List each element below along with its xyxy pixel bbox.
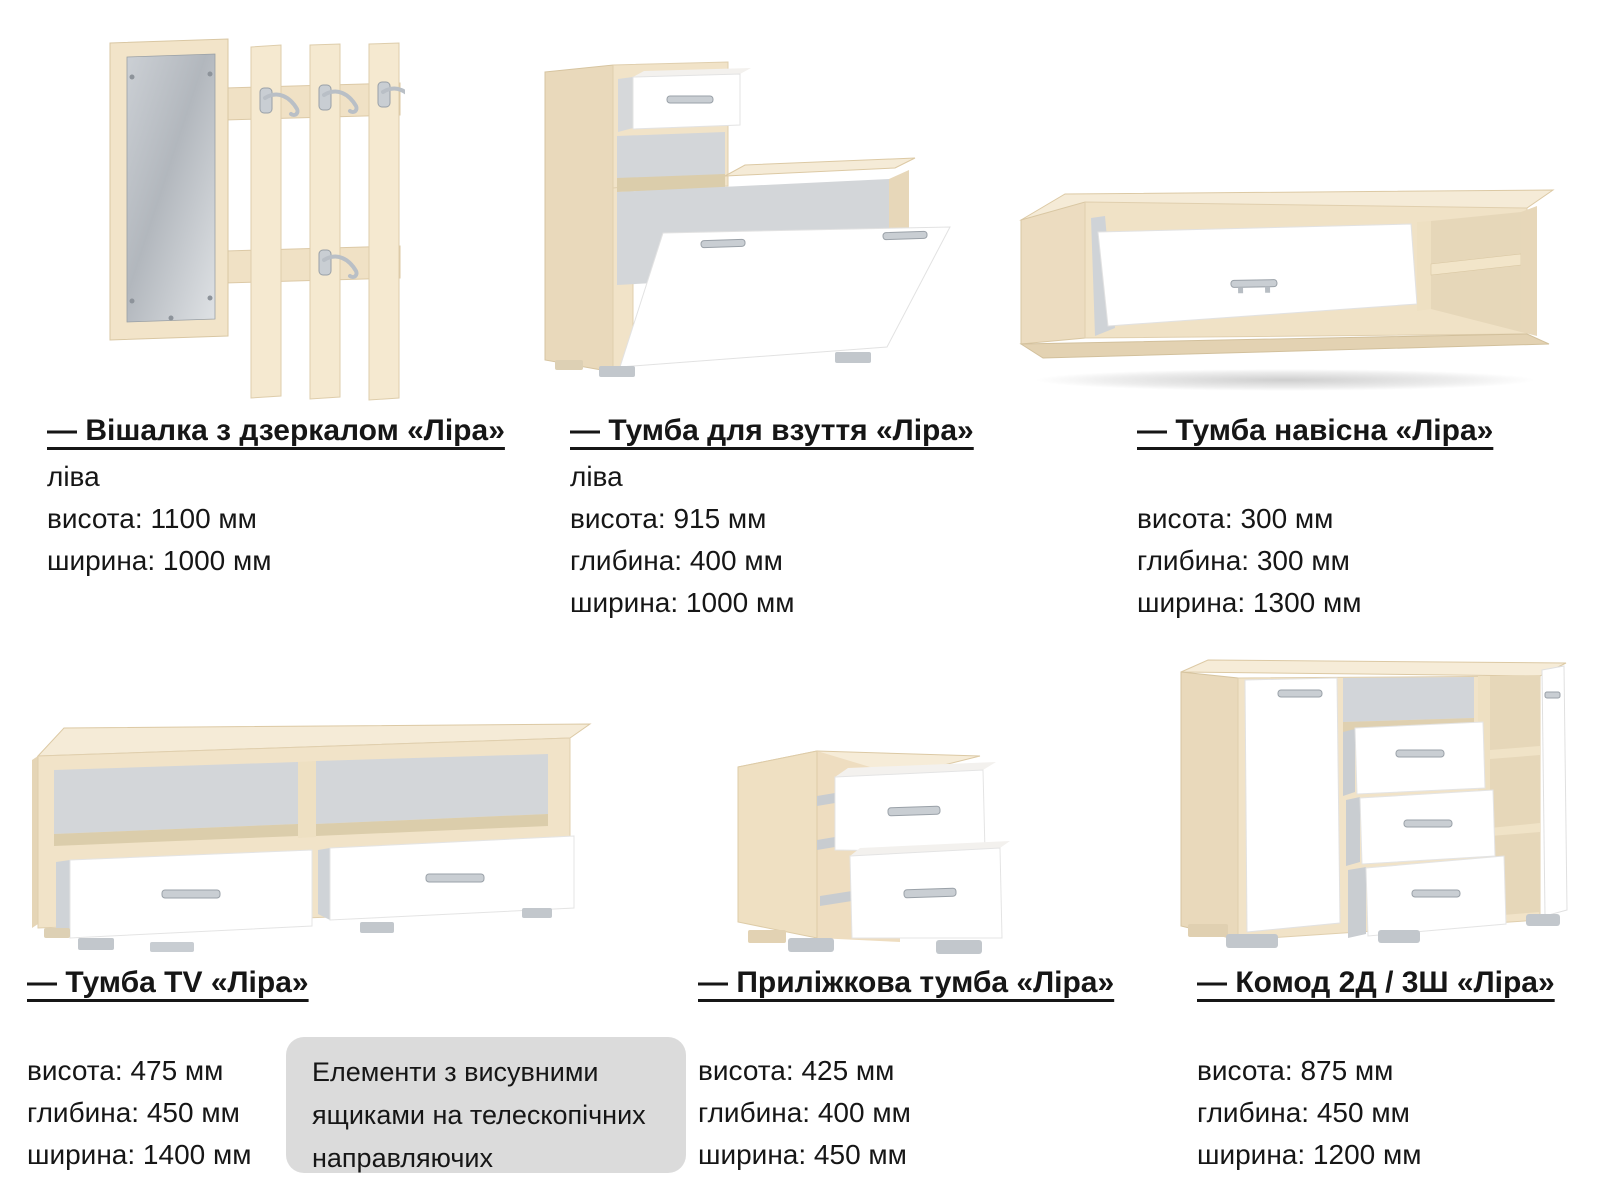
spec-depth [1197,1092,1587,1134]
spec-value: 875 мм [1300,1055,1394,1086]
spec-value: 300 мм [1256,545,1350,576]
drawer-note: Елементи з висувними ящиками на телескопічних направляючих [286,1037,686,1173]
spec-value: 1100 мм [150,503,257,534]
product-title-link[interactable]: — Вішалка з дзеркалом «Ліра» [47,414,505,447]
drawer-handle [1396,750,1444,757]
tv-stand-illustration [30,710,595,952]
spec-value: 425 мм [801,1055,895,1086]
product-image-bedside-table [712,700,1012,956]
open-compartment [617,132,725,182]
spec-label: ширина: [1197,1139,1306,1170]
left-door [1245,678,1340,932]
wall-mounted-cabinet-illustration [1013,186,1558,394]
bedside-table-illustration [712,700,1012,956]
product-image-shoe-cabinet [543,58,958,380]
cabinet-side [545,65,613,372]
cabinet-side [1181,672,1238,940]
spec-label: глибина: [27,1097,140,1128]
product-title-link[interactable]: — Тумба TV «Ліра» [27,966,309,999]
spec-label: ширина: [1137,587,1246,618]
spec-label: ширина: [27,1139,136,1170]
product-image-wall-cabinet [1013,186,1558,394]
open-compartment [54,762,298,834]
spec-label: глибина: [1197,1097,1310,1128]
product-info-bedside-table [698,964,1168,1176]
product-variant: ліва [570,461,623,492]
product-image-tv-stand [30,710,595,952]
spec-width [1197,1134,1587,1176]
spec-value: 1400 мм [142,1139,252,1170]
product-variant: ліва [47,461,100,492]
spec-label: ширина: [698,1139,807,1170]
spec-label: глибина: [1137,545,1250,576]
spec-height [698,1050,1168,1092]
cabinet-side [738,751,817,938]
product-title-link[interactable]: — Комод 2Д / 3Ш «Ліра» [1197,966,1555,999]
spec-width [47,540,547,582]
right-door [1542,666,1567,916]
spec-label: висота: [27,1055,123,1086]
product-title-link[interactable]: — Приліжкова тумба «Ліра» [698,966,1115,999]
product-variant [1137,456,1587,498]
chest-of-drawers-illustration [1178,656,1568,952]
spec-value: 400 мм [817,1097,911,1128]
spec-value: 400 мм [689,545,783,576]
drawer-front [1355,722,1485,794]
open-compartment [1343,677,1474,722]
mirror [127,54,215,322]
spec-depth [570,540,1050,582]
spec-value: 450 мм [813,1139,907,1170]
spec-label: висота: [1197,1055,1293,1086]
spec-width [570,582,1050,624]
spec-value: 915 мм [673,503,767,534]
spec-value: 450 мм [146,1097,240,1128]
spec-label: висота: [698,1055,794,1086]
spec-height [47,498,547,540]
product-title-link[interactable]: — Тумба навісна «Ліра» [1137,414,1494,447]
product-title-link[interactable]: — Тумба для взуття «Ліра» [570,414,974,447]
spec-height [570,498,1050,540]
door-handle [1278,690,1322,697]
drawer-handle [1412,890,1460,897]
open-compartment [316,754,548,824]
drawer-handle [667,96,713,103]
product-variant [698,1008,1168,1050]
product-info-chest [1197,964,1587,1176]
product-info-hanger [47,412,547,582]
spec-height [1137,498,1587,540]
product-image-chest [1178,656,1568,952]
spec-label: висота: [570,503,666,534]
product-info-wall-cabinet [1137,412,1587,624]
spec-value: 1000 мм [162,545,272,576]
spec-width [698,1134,1168,1176]
spec-value: 1200 мм [1312,1139,1422,1170]
spec-value: 475 мм [130,1055,224,1086]
product-variant [1197,1008,1587,1050]
floor-shadow [1035,369,1535,391]
wall-hanger-with-mirror-illustration [105,35,405,405]
spec-value: 450 мм [1316,1097,1410,1128]
spec-value: 1300 мм [1252,587,1362,618]
product-info-shoe-cabinet [570,412,1050,624]
drawer-handle [904,888,956,898]
cabinet-side [1021,202,1085,344]
shoe-cabinet-illustration [543,58,958,380]
spec-value: 300 мм [1240,503,1334,534]
spec-label: ширина: [47,545,156,576]
drawer-handle [426,874,484,882]
drop-down-door [620,227,950,367]
spec-label: висота: [1137,503,1233,534]
cabinet-side [32,756,38,928]
spec-label: ширина: [570,587,679,618]
spec-height [1197,1050,1587,1092]
drawer-handle [888,806,940,816]
door-handle [1545,692,1560,698]
spec-depth [1137,540,1587,582]
spec-label: глибина: [698,1097,811,1128]
spec-value: 1000 мм [685,587,795,618]
spec-label: глибина: [570,545,683,576]
spec-label: висота: [47,503,143,534]
drawer-handle [162,890,220,898]
drawer-handle [1404,820,1452,827]
product-image-hanger-mirror [105,35,405,405]
spec-depth [698,1092,1168,1134]
spec-width [1137,582,1587,624]
